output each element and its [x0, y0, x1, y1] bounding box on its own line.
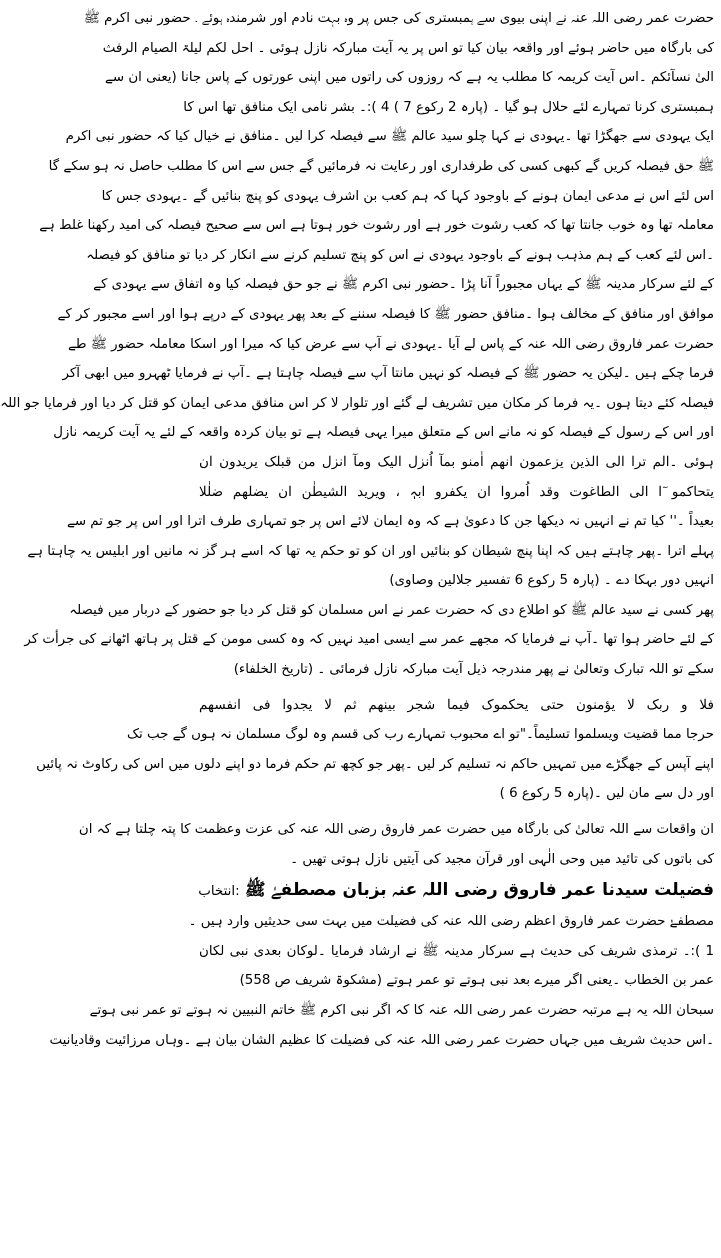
quran-verse-line: فلا و ربک لا یؤمنون حتی یحکموک فیما شجر بینھم ثم لا یجدوا فی انفسھم [199, 696, 714, 713]
text-line: کے لئے سرکار مدینہ ﷺ کے یہاں مجبوراً آنا پڑا ۔حضور نبی اکرم ﷺ نے جو حق فیصلہ کیا وہ اتفاق سے یہودی کے [93, 277, 714, 293]
text-line: ہمبستری کرنا تمہارے لئے حلال ہو گیا ۔ (پارہ 2 رکوع 7 ) 4 ):۔ بشر نامی ایک منافق تھا اس کا [183, 99, 714, 115]
text-line: فیصلہ کئے دیتا ہوں ۔یہ فرما کر مکان میں تشریف لے گئے اور تلوار لا کر اس منافق مدعی ایمان کو قتل کر دیا اور فرمایا جو اللہ [0, 395, 714, 411]
text-line: اور اس کے رسول کے فیصلہ کو نہ مانے اس کے متعلق میرا یہی فیصلہ ہے تو بیان کردہ واقعہ کے لئے یہ آیت کریمہ نازل [53, 425, 714, 441]
text-line: سبحان اللہ یہ ہے مرتبہ حضرت عمر رضی اللہ عنہ کا کہ اگر نبی اکرم ﷺ خاتم النبیین نہ ہوتے تو عمر نبی ہوتے [89, 1003, 714, 1018]
text-line: معاملہ تھا وہ خوب جانتا تھا کہ کعب رشوت خور ہے اور رشوت خور ہوتا ہے اس سے صحیح فیصلہ کی امید رکھنا غلط ہے [39, 218, 714, 234]
section-heading [199, 874, 714, 907]
text-line: بعیداً ۔'' کیا تم نے انہیں نہ دیکھا جن کا دعویٰ ہے کہ وہ ایمان لائے اس پر جو تمہاری طرف اترا اور اس پر جو تم سے [66, 514, 714, 530]
text-line: فرما چکے ہیں ۔لیکن یہ حضور ﷺ کے فیصلہ کو نہیں مانتا آپ سے فیصلہ چاہتا ہے ۔آپ نے فرمایا ٹھہرو میں ابھی آکر [62, 366, 714, 382]
text-line: 1 ):۔ ترمذی شریف کی حدیث ہے سرکار مدینہ ﷺ نے ارشاد فرمایا ۔لوکان بعدی نبی لکان [199, 943, 714, 959]
text-line: حرجا مما قضیت ویسلموا تسلیماً۔"تو اے محبوب تمہارے رب کی قسم وہ لوگ مسلمان نہ ہوں گے جب تک [127, 727, 714, 743]
body-text-2 [49, 907, 714, 1055]
section-heading-title: فضیلت سیدنا عمر فاروق رضی اللہ عنہ بزبان مصطفےٰ ﷺ [245, 880, 714, 901]
body-text [0, 4, 714, 874]
text-line: اور دل سے مان لیں ۔(پارہ 5 رکوع 6 ) [499, 786, 714, 802]
text-line: اپنے آپس کے جھگڑے میں تمہیں حاکم نہ تسلیم کر لیں ۔پھر جو کچھ تم حکم فرما دو اپنے دلوں میں اس کی رکاوٹ نہ پائیں [36, 756, 714, 772]
text-line: پھر کسی نے سید عالم ﷺ کو اطلاع دی کہ حضرت عمر نے اس مسلمان کو قتل کر دیا جو حضور کے دربار میں فیصلہ [69, 602, 714, 618]
quran-verse-line: یتحاکمو ٓا الی الطاغوت وقد اُمروا ان یکفرو ابہٖ ، ویرید الشیطٰن ان یضلھم ضلٰلا [199, 483, 714, 500]
text-line: ۔اس لئے کعب کے ہم مذہب ہونے کے باوجود یہودی نے اس کو پنچ تسلیم کرنے سے انکار کر دیا تو منافق کو فیصلہ [86, 247, 714, 263]
text-line: کی بارگاہ میں حاضر ہوئے اور واقعہ بیان کیا تو اس پر یہ آیت مبارکہ نازل ہوئی ۔ احل لکم لیلۃ الصیام الرفث [102, 40, 714, 56]
text-line: حضرت عمر رضی اللہ عنہ نے اپنی بیوی سے ہمبستری کی جس پر وہ بہت نادم اور شرمندہ ہوئے ۔ حضور نبی اکرم ﷺ [83, 11, 714, 26]
text-line: کی باتوں کی تائید میں وحی الٰہی اور قرآن مجید کی آیتیں نازل ہوتی تھیں ۔ [290, 851, 714, 867]
text-line: ایک یہودی سے جھگڑا تھا ۔یہودی نے کہا چلو سید عالم ﷺ سے فیصلہ کرا لیں ۔منافق نے خیال کیا کہ حضور نبی اکرم [65, 129, 714, 145]
text-line: حضرت عمر فاروق رضی اللہ عنہ کے پاس لے آیا ۔یہودی نے آپ سے عرض کیا کہ میرا اور اسکا معاملہ حضور ﷺ طے [67, 336, 714, 352]
section-heading-suffix: :انتخاب [198, 884, 240, 900]
text-line: انہیں دور بہکا دے ۔ (پارہ 5 رکوع 6 تفسیر جلالین وصاوی) [389, 573, 714, 589]
text-line: الیٰ نسآئکم ۔اس آیت کریمہ کا مطلب یہ ہے کہ روزوں کی راتوں میں اپنی عورتوں کے پاس جانا (یعنی ان سے [105, 70, 714, 86]
text-line: مصطفےٰ حضرت عمر فاروق اعظم رضی اللہ عنہ کی فضیلت میں بہت سی حدیثیں وارد ہیں ۔ [188, 914, 714, 930]
text-line: اس لئے اس نے مدعی ایمان ہونے کے باوجود کہا کہ ہم کعب بن اشرف یہودی کو پنچ بنائیں گے ۔یہودی جس کا [101, 188, 714, 204]
text-line: ان واقعات سے اللہ تعالیٰ کی بارگاہ میں حضرت عمر فاروق رضی اللہ عنہ کی عزت وعظمت کا پتہ چلتا ہے کہ ان [78, 822, 714, 838]
quran-verse-line: ہوئی ۔الم ترا الی الذین یزعمون انھم اٰمنو بمآ اُنزل الیک ومآ انزل من قبلک یریدون ان [199, 453, 714, 470]
text-line: ﷺ حق فیصلہ کریں گے کبھی کسی کی طرفداری اور رعایت نہ فرمائیں گے جس سے اس کا مطلب حاصل نہ ہو سکے گا [48, 158, 714, 174]
text-line: کے لئے حاضر ہوا تھا ۔آپ نے فرمایا کہ مجھے عمر سے ایسی امید نہیں کہ وہ کسی مومن کے قتل پر ہاتھ اٹھانے کی جرأت کر [24, 632, 714, 648]
text-line: ۔اس حدیث شریف میں جہاں حضرت عمر رضی اللہ عنہ کی فضیلت کا عظیم الشان بیان ہے ۔وہاں مرزائیت وقادیانیت [49, 1032, 714, 1048]
text-line: موافق اور منافق کے مخالف ہوا ۔منافق حضور ﷺ کا فیصلہ سننے کے بعد پھر یہودی کے درپے ہوا اور اسے مجبور کر کے [57, 306, 714, 322]
text-line: سکے تو اللہ تبارک وتعالیٰ نے پھر مندرجہ ذیل آیت مبارکہ نازل فرمائی ۔ (تاریخ الخلفاء) [233, 662, 714, 678]
text-line: عمر بن الخطاب ۔یعنی اگر میرے بعد نبی ہوتے تو عمر ہوتے (مشکوۃ شریف ص 558) [239, 973, 714, 989]
text-line: پہلے اترا ۔پھر چاہتے ہیں کہ اپنا پنچ شیطان کو بنائیں اور ان کو تو حکم یہ تھا کہ اسے ہر گز نہ مانیں اور ابلیس یہ چاہتا ہے [27, 543, 714, 559]
